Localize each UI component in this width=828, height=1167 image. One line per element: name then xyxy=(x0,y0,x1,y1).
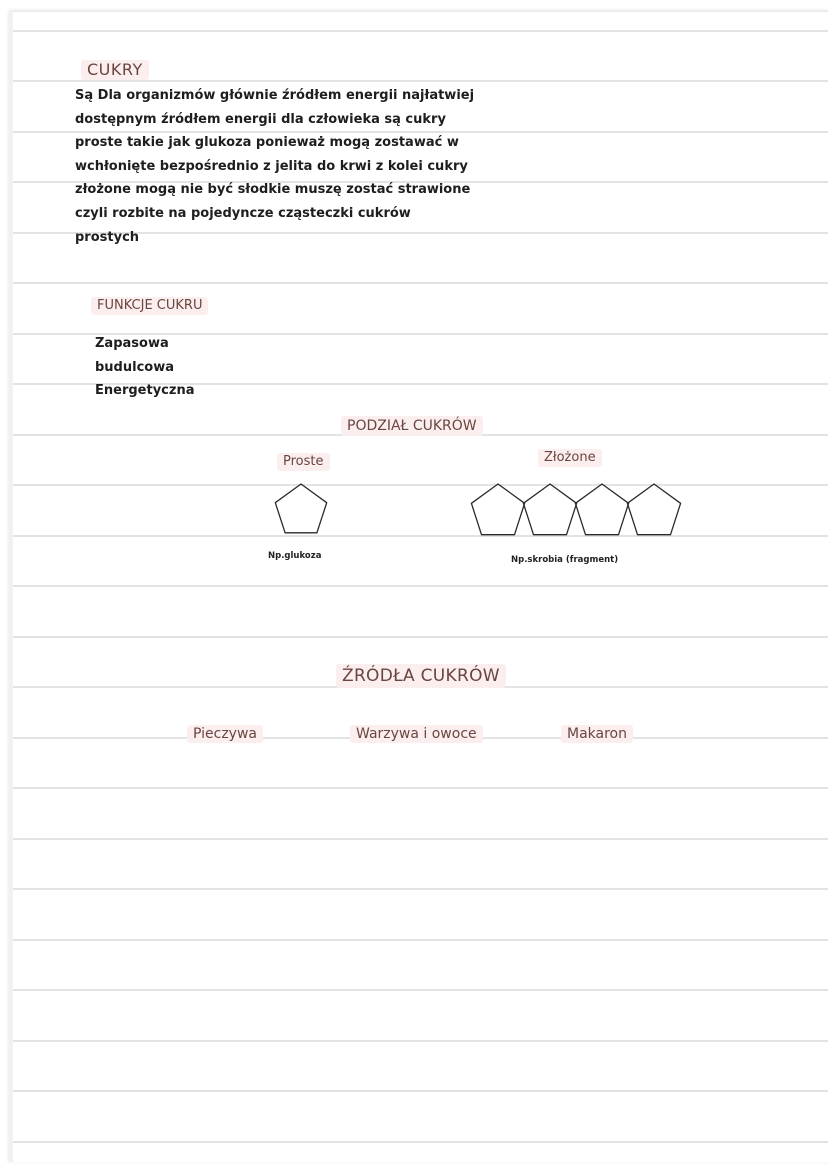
label-zlozone: Złożone xyxy=(538,449,602,467)
paragraph-line: proste takie jak glukoza ponieważ mogą zostawać w xyxy=(75,135,459,151)
rule-line xyxy=(13,838,828,840)
starch-ring xyxy=(523,484,576,535)
starch-ring xyxy=(471,484,524,535)
paragraph-line: złożone mogą nie być słodkie muszę zostać strawione xyxy=(75,182,471,198)
starch-chain-group xyxy=(471,484,680,535)
rule-line xyxy=(13,585,828,587)
source-makaron: Makaron xyxy=(561,725,633,743)
rule-line xyxy=(13,1090,828,1092)
glucose-ring xyxy=(275,484,326,533)
function-item-zapasowa: Zapasowa xyxy=(95,336,169,351)
heading-podzial-cukrow: PODZIAŁ CUKRÓW xyxy=(341,416,483,436)
rule-line xyxy=(13,939,828,941)
rule-line xyxy=(13,636,828,638)
paragraph-line: czyli rozbite na pojedyncze cząsteczki cukrów xyxy=(75,205,411,221)
sugar-structure-diagram xyxy=(13,12,828,572)
starch-ring xyxy=(575,484,628,535)
rule-line xyxy=(13,989,828,991)
caption-skrobia: Np.skrobia (fragment) xyxy=(511,555,619,565)
glucose-ring-group xyxy=(275,484,326,533)
rule-line xyxy=(13,1040,828,1042)
heading-zrodla-cukrow: ŹRÓDŁA CUKRÓW xyxy=(336,664,506,688)
function-item-budulcowa: budulcowa xyxy=(95,359,174,375)
source-pieczywa: Pieczywa xyxy=(187,725,263,743)
paragraph-line: dostępnym źródłem energii dla człowieka są cukry xyxy=(75,111,446,127)
heading-cukry: CUKRY xyxy=(81,60,149,80)
rule-line xyxy=(13,787,828,789)
paragraph-line: prostych xyxy=(75,229,140,245)
label-proste: Proste xyxy=(277,453,330,471)
starch-ring xyxy=(627,484,680,535)
rule-line xyxy=(13,888,828,890)
paragraph-line: wchłonięte bezpośrednio z jelita do krwi z kolei cukry xyxy=(75,158,468,174)
caption-glukoza: Np.glukoza xyxy=(268,551,322,561)
paragraph-line: Są Dla organizmów głównie źródłem energii najłatwiej xyxy=(75,88,475,103)
notebook-page xyxy=(10,10,828,1162)
rule-line xyxy=(13,1141,828,1143)
heading-funkcje-cukru: FUNKCJE CUKRU xyxy=(91,297,208,315)
source-warzywa-i-owoce: Warzywa i owoce xyxy=(350,725,483,743)
function-item-energetyczna: Energetyczna xyxy=(95,383,195,398)
